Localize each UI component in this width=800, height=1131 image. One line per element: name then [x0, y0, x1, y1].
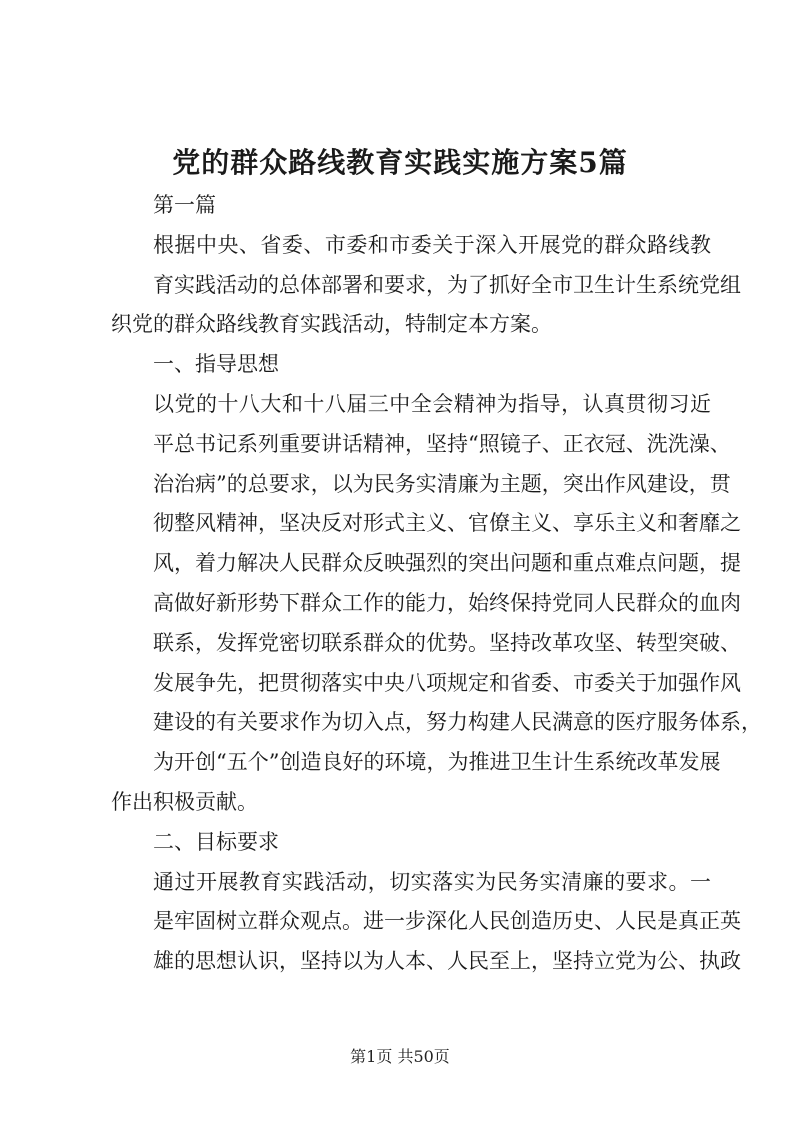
- paragraph-line: 治治病”的总要求，以为民务实清廉为主题，突出作风建设，贯: [153, 471, 731, 496]
- paragraph-line: 雄的思想认识，坚持以为人本、人民至上，坚持立党为公、执政: [153, 949, 741, 974]
- paragraph-line: 风，着力解决人民群众反映强烈的突出问题和重点难点问题，提: [153, 551, 741, 576]
- paragraph-line: 为开创“五个”创造良好的环境，为推进卫生计生系统改革发展: [153, 750, 721, 775]
- page-footer: 第1页 共50页: [350, 1047, 450, 1066]
- paragraph-line: 根据中央、省委、市委和市委关于深入开展党的群众路线教: [153, 232, 711, 257]
- paragraph-line: 发展争先，把贯彻落实中央八项规定和省委、市委关于加强作风: [153, 670, 741, 695]
- paragraph-line: 织党的群众路线教育实践活动，特制定本方案。: [111, 312, 552, 337]
- paragraph-line: 通过开展教育实践活动，切实落实为民务实清廉的要求。一: [153, 869, 711, 894]
- section-heading-goals: 二、目标要求: [153, 829, 279, 854]
- paragraph-line: 彻整风精神，坚决反对形式主义、官僚主义、享乐主义和奢靡之: [153, 511, 741, 536]
- paragraph-line: 育实践活动的总体部署和要求，为了抓好全市卫生计生系统党组: [153, 272, 741, 297]
- paragraph-line: 建设的有关要求作为切入点，努力构建人民满意的医疗服务体系，: [153, 710, 762, 735]
- paragraph-line: 高做好新形势下群众工作的能力，始终保持党同人民群众的血肉: [153, 590, 741, 615]
- paragraph-line: 平总书记系列重要讲话精神，坚持“照镜子、正衣冠、洗洗澡、: [153, 431, 731, 456]
- paragraph-line: 联系，发挥党密切联系群众的优势。坚持改革攻坚、转型突破、: [153, 630, 741, 655]
- section-heading-guiding-thought: 一、指导思想: [153, 352, 279, 377]
- paragraph-line: 是牢固树立群众观点。进一步深化人民创造历史、人民是真正英: [153, 909, 741, 934]
- section-heading-first: 第一篇: [153, 193, 216, 217]
- paragraph-line: 以党的十八大和十八届三中全会精神为指导，认真贯彻习近: [153, 391, 711, 416]
- paragraph-line: 作出积极贡献。: [111, 789, 258, 814]
- document-title: 党的群众路线教育实践实施方案5篇: [172, 146, 628, 179]
- document-body: [111, 186, 762, 982]
